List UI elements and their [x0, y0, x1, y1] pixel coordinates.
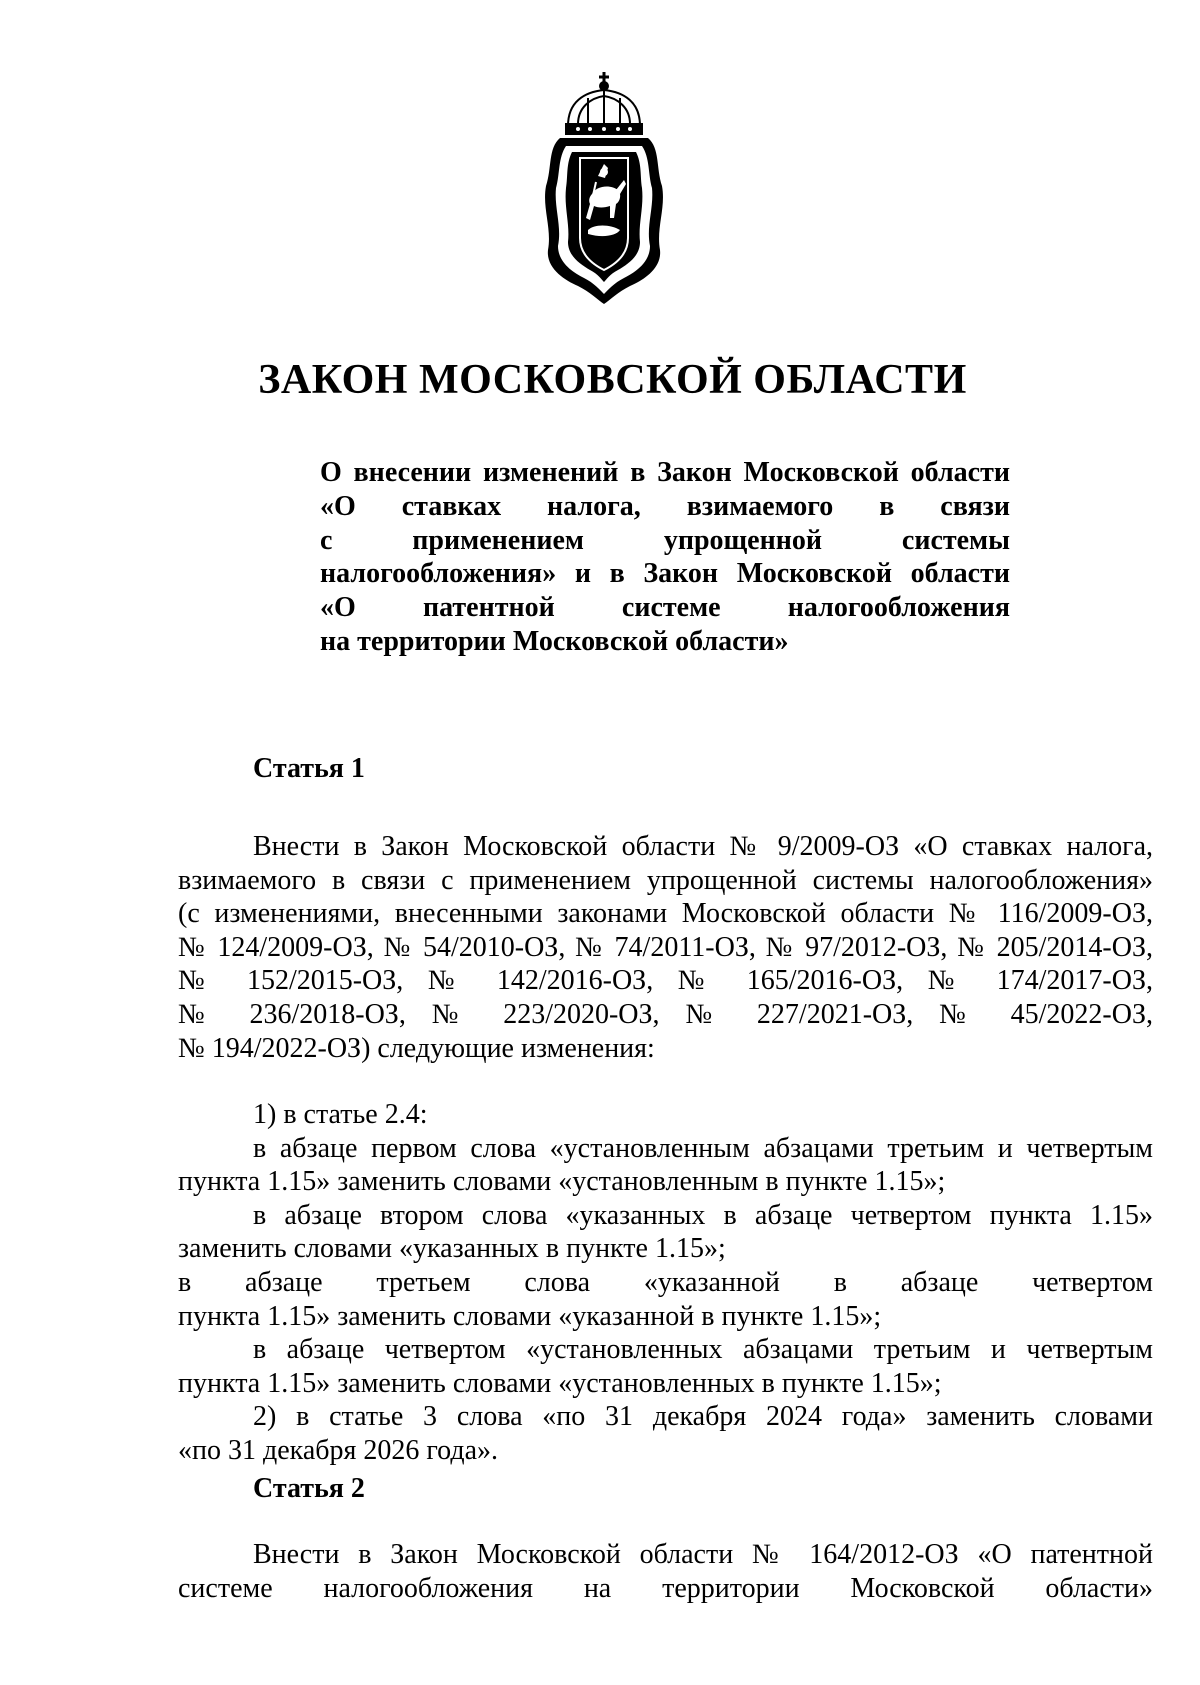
paragraph-line: пункта 1.15» заменить словами «установленным в пункте 1.15»; [178, 1166, 946, 1198]
paragraph-line: № 124/2009-ОЗ, № 54/2010-ОЗ, № 74/2011-ОЗ, № 97/2012-ОЗ, № 205/2014-ОЗ, [178, 931, 1153, 963]
paragraph-line: в абзаце втором слова «указанных в абзаце четвертом пункта 1.15» [253, 1199, 1153, 1231]
article-1-changes [178, 1098, 1153, 1468]
paragraph-line: в абзаце третьем слова «указанной в абзаце четвертом [178, 1266, 1153, 1298]
paragraph-line: Внести в Закон Московской области № 9/2009-ОЗ «О ставках налога, [253, 831, 1153, 862]
paragraph-line: взимаемого в связи с применением упрощенной системы налогообложения» [178, 864, 1153, 896]
article-1-heading: Статья 1 [253, 753, 365, 784]
law-title: ЗАКОН МОСКОВСКОЙ ОБЛАСТИ [258, 357, 967, 403]
paragraph-line: № 194/2022-ОЗ) следующие изменения: [178, 1032, 655, 1064]
paragraph-line: пункта 1.15» заменить словами «указанной в пункте 1.15»; [178, 1300, 882, 1332]
subject-line: «О патентной системе налогообложения [320, 592, 1010, 624]
paragraph-line: пункта 1.15» заменить словами «установленных в пункте 1.15»; [178, 1367, 942, 1399]
paragraph-line: заменить словами «указанных в пункте 1.15»; [178, 1233, 726, 1265]
paragraph-line: № 152/2015-ОЗ, № 142/2016-ОЗ, № 165/2016-ОЗ, № 174/2017-ОЗ, [178, 965, 1153, 997]
subject-line: с применением упрощенной системы [320, 524, 1010, 556]
subject-line: налогообложения» и в Закон Московской области [320, 558, 1010, 590]
paragraph-line: 1) в статье 2.4: [253, 1099, 428, 1130]
coat-of-arms-icon [538, 68, 670, 306]
paragraph-line: в абзаце первом слова «установленным абзацами третьим и четвертым [253, 1132, 1153, 1164]
paragraph-line: «по 31 декабря 2026 года». [178, 1434, 499, 1466]
subject-line: «О ставках налога, взимаемого в связи [320, 490, 1010, 522]
subject-line: О внесении изменений в Закон Московской области [320, 457, 1010, 488]
paragraph-line: в абзаце четвертом «установленных абзацами третьим и четвертым [253, 1334, 1153, 1366]
subject-line: на территории Московской области» [320, 625, 789, 657]
law-subject [320, 456, 1010, 659]
paragraph-line: (с изменениями, внесенными законами Московской области № 116/2009-ОЗ, [178, 898, 1153, 930]
paragraph-line: 2) в статье 3 слова «по 31 декабря 2024 года» заменить словами [253, 1401, 1153, 1433]
paragraph-line: системе налогообложения на территории Московской области» [178, 1572, 1153, 1604]
article-2-intro [178, 1538, 1153, 1605]
article-1-intro [178, 830, 1153, 1065]
article-2-heading: Статья 2 [253, 1473, 365, 1504]
paragraph-line: Внести в Закон Московской области № 164/2012-ОЗ «О патентной [253, 1539, 1153, 1570]
paragraph-line: № 236/2018-ОЗ, № 223/2020-ОЗ, № 227/2021-ОЗ, № 45/2022-ОЗ, [178, 998, 1153, 1030]
